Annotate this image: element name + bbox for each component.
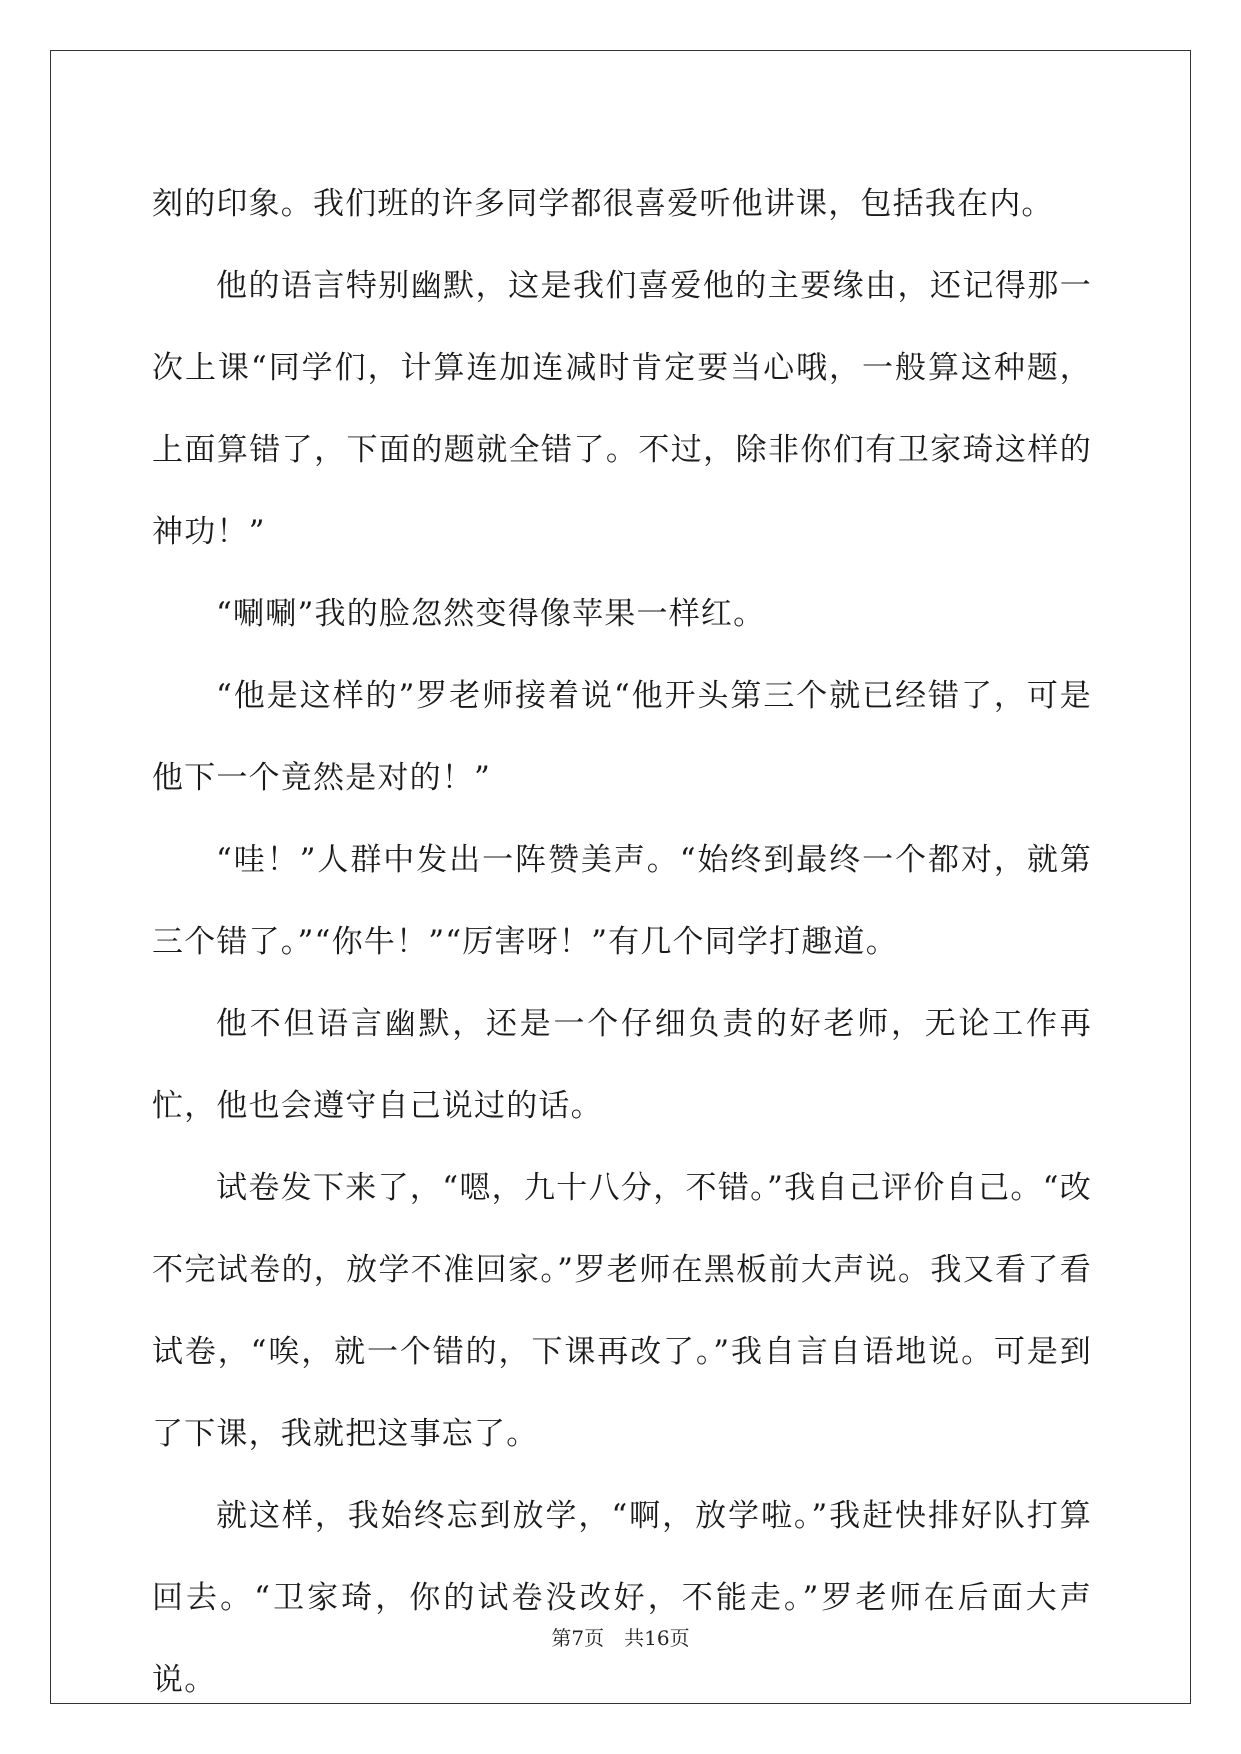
paragraph: 试卷发下来了，“嗯，九十八分，不错。”我自己评价自己。“改不完试卷的，放学不准回家。”罗老师在黑板前大声说。我又看了看试卷，“唉，就一个错的，下课再改了。”我自言自语地说。可是到了下课，我就把这事忘了。 bbox=[152, 1170, 1092, 1452]
page-footer bbox=[0, 1622, 1241, 1651]
paragraph: “他是这样的”罗老师接着说“他开头第三个就已经错了，可是他下一个竟然是对的！” bbox=[152, 678, 1092, 796]
paragraph: 他的语言特别幽默，这是我们喜爱他的主要缘由，还记得那一次上课“同学们，计算连加连减时肯定要当心哦，一般算这种题，上面算错了，下面的题就全错了。不过，除非你们有卫家琦这样的神功！” bbox=[152, 268, 1092, 550]
paragraph: 刻的印象。我们班的许多同学都很喜爱听他讲课，包括我在内。 bbox=[152, 186, 1054, 222]
page-total: 共16页 bbox=[624, 1626, 690, 1650]
paragraph: “唰唰”我的脸忽然变得像苹果一样红。 bbox=[216, 596, 766, 632]
page-number: 第7页 bbox=[551, 1626, 605, 1650]
document-body bbox=[152, 163, 1092, 1721]
paragraph: 就这样，我始终忘到放学，“啊，放学啦。”我赶快排好队打算回去。“卫家琦，你的试卷没改好，不能走。”罗老师在后面大声说。 bbox=[152, 1498, 1092, 1698]
paragraph: “哇！”人群中发出一阵赞美声。“始终到最终一个都对，就第三个错了。”“你牛！”“厉害呀！”有几个同学打趣道。 bbox=[152, 842, 1092, 960]
paragraph: 他不但语言幽默，还是一个仔细负责的好老师，无论工作再忙，他也会遵守自己说过的话。 bbox=[152, 1006, 1092, 1124]
